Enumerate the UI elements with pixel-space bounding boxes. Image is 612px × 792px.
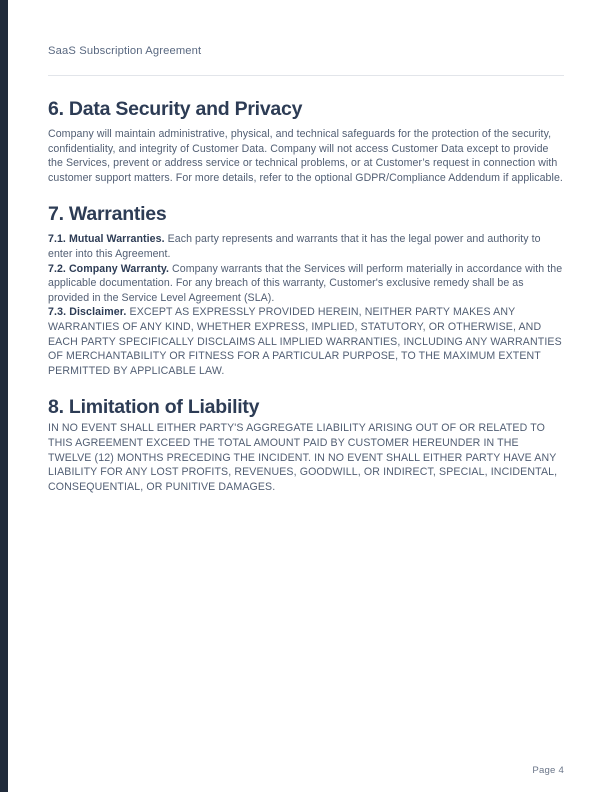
section-warranties xyxy=(48,202,564,378)
clause-7-2-text: Company warrants that the Services will perform materially in accordance with the applicable documentation. For any breach of this warranty, Customer's exclusive remedy shall be as provided in the Service Level Agreement (SLA). xyxy=(48,262,563,304)
page-content xyxy=(48,0,564,792)
page-edge-accent-bar xyxy=(0,0,8,792)
clause-7-1-label: 7.1. Mutual Warranties. xyxy=(48,233,165,246)
clause-7-3 xyxy=(48,305,564,378)
clause-7-1 xyxy=(48,232,564,261)
document-header xyxy=(48,0,564,76)
section-8-heading: 8. Limitation of Liability xyxy=(48,396,260,419)
document-title: SaaS Subscription Agreement xyxy=(48,45,202,57)
clause-7-3-text: EXCEPT AS EXPRESSLY PROVIDED HEREIN, NEITHER PARTY MAKES ANY WARRANTIES OF ANY KIND, WHETHER EXPRESS, IMPLIED, STATUTORY, OR OTHERWISE, AND EACH PARTY SPECIFICALLY DISCLAIMS ALL IMPLIED WARRANTIES, INCLUDING ANY WARRANTIES OF MERCHANTABILITY OR FITNESS FOR A PARTICULAR PURPOSE, TO THE MAXIMUM EXTENT PERMITTED BY APPLICABLE LAW. xyxy=(48,306,562,377)
clause-7-1-text: Each party represents and warrants that it has the legal power and authority to enter into this Agreement. xyxy=(48,233,541,260)
page-number: Page 4 xyxy=(532,765,564,776)
clause-7-3-label: 7.3. Disclaimer. xyxy=(48,306,127,319)
section-6-paragraph: Company will maintain administrative, physical, and technical safeguards for the protection of the security, confidentiality, and integrity of Customer Data. Company will not access Customer Data except to provide the Services, prevent or address service or technical problems, or at Customer’s request in connection with customer support matters. For more details, refer to the optional GDPR/Compliance Addendum if applicable. xyxy=(48,128,563,184)
document-footer xyxy=(48,760,564,778)
section-8-paragraph: IN NO EVENT SHALL EITHER PARTY'S AGGREGATE LIABILITY ARISING OUT OF OR RELATED TO THIS AGREEMENT EXCEED THE TOTAL AMOUNT PAID BY CUSTOMER HEREUNDER IN THE TWELVE (12) MONTHS PRECEDING THE INCIDENT. IN NO EVENT SHALL EITHER PARTY HAVE ANY LIABILITY FOR ANY LOST PROFITS, REVENUES, GOODWILL, OR INDIRECT, SPECIAL, INCIDENTAL, CONSEQUENTIAL, OR PUNITIVE DAMAGES. xyxy=(48,422,558,493)
section-data-security-and-privacy xyxy=(48,97,564,185)
section-6-heading: 6. Data Security and Privacy xyxy=(48,98,303,120)
clause-7-2 xyxy=(48,262,564,306)
section-7-heading: 7. Warranties xyxy=(48,203,167,226)
clause-7-2-label: 7.2. Company Warranty. xyxy=(48,262,170,275)
document-body xyxy=(48,76,564,494)
section-limitation-of-liability xyxy=(48,395,564,494)
